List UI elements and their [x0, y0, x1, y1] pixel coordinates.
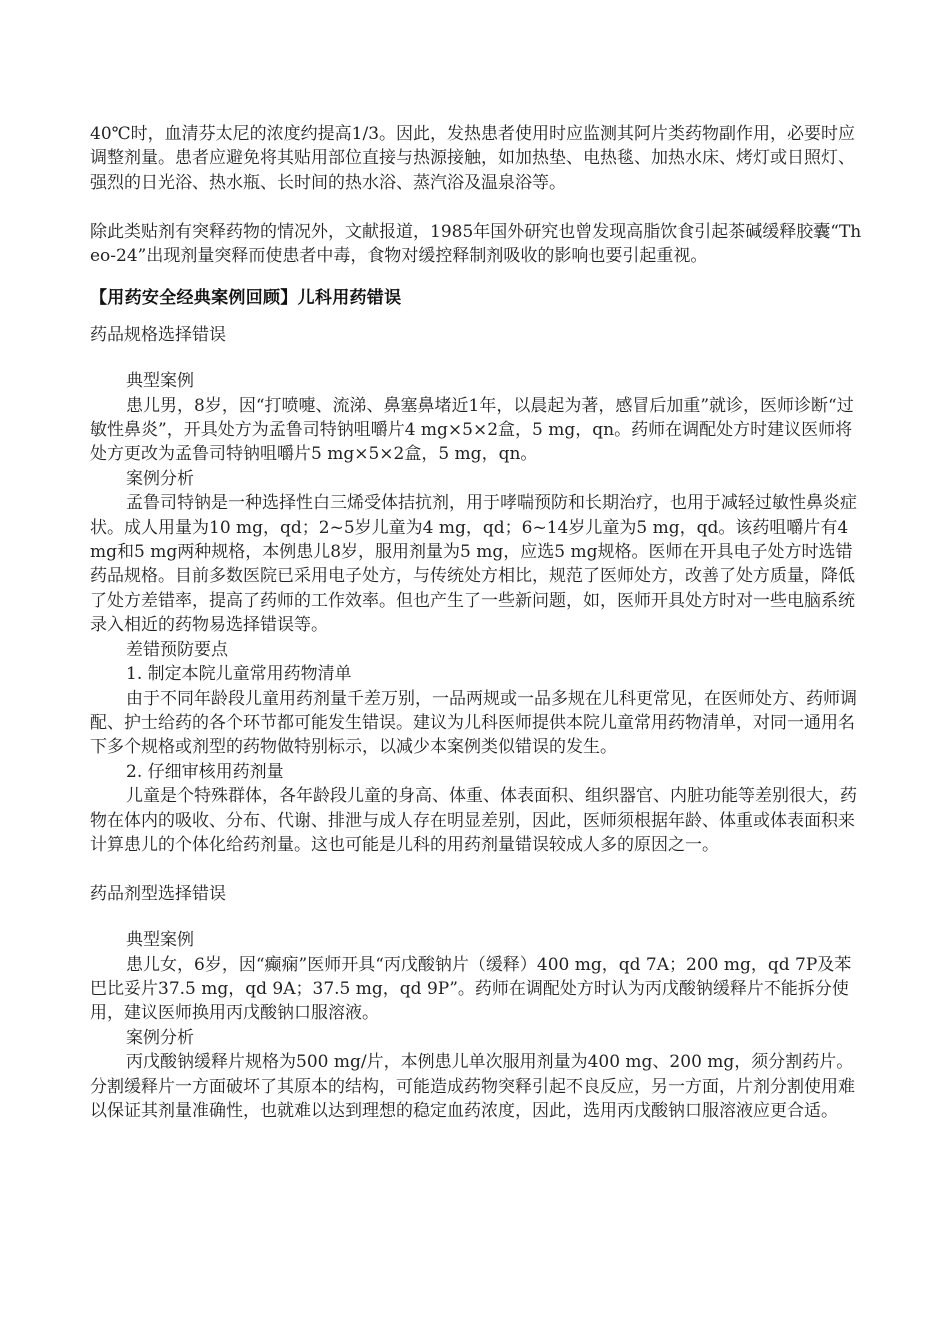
spacer: [90, 357, 862, 369]
section-1-analysis-label: 案例分析: [126, 468, 194, 489]
section-1-title: 药品规格选择错误: [90, 324, 226, 345]
section-2-analysis-text: 丙戊酸钠缓释片规格为500 mg/片，本例患儿单次服用剂量为400 mg、200 mg，须分割药片。分割缓释片一方面破坏了其原本的结构，可能造成药物突释引起不良反应，另一方面，片剂分割使用难以保证其剂量准确性，也就难以达到理想的稳定血药浓度，因此，选用丙戊酸钠口服溶液应更合适。: [90, 1052, 855, 1121]
section-1-point-2-title: 2. 仔细审核用药剂量: [126, 761, 284, 782]
section-1-analysis-text: 孟鲁司特钠是一种选择性白三烯受体拮抗剂，用于哮喘预防和长期治疗，也用于减轻过敏性鼻炎症状。成人用量为10 mg，qd；2~5岁儿童为4 mg，qd；6~14岁儿童为5 mg，qd。该药咀嚼片有4 mg和5 mg两种规格，本例患儿8岁，服用剂量为5 mg，应选5 mg规格。医师在开具电子处方时选错药品规格。目前多数医院已采用电子处方，与传统处方相比，规范了医师处方，改善了处方质量，降低了处方差错率，提高了药师的工作效率。但也产生了一些新问题，如，医师开具处方时对一些电脑系统录入相近的药物易选择错误等。: [90, 493, 857, 636]
section-2-title: 药品剂型选择错误: [90, 883, 226, 904]
section-1-point-2-text: 儿童是个特殊群体，各年龄段儿童的身高、体重、体表面积、组织器官、内脏功能等差别很大，药物在体内的吸收、分布、代谢、排泄与成人存在明显差别，因此，医师须根据年龄、体重或体表面积来计算患儿的个体化给药剂量。这也可能是儿科的用药剂量错误较成人多的原因之一。: [90, 786, 857, 855]
spacer: [90, 906, 862, 928]
section-1-point-1-title: 1. 制定本院儿童常用药物清单: [126, 664, 352, 685]
section-1-case-label: 典型案例: [126, 371, 194, 392]
section-2-case-text: 患儿女，6岁，因“癫痫”医师开具“丙戊酸钠片（缓释）400 mg，qd 7A；200 mg，qd 7P及苯巴比妥片37.5 mg，qd 9A；37.5 mg，qd 9P”。药师在调配处方时认为丙戊酸钠缓释片不能拆分使用，建议医师换用丙戊酸钠口服溶液。: [90, 954, 852, 1024]
section-2-case-label: 典型案例: [126, 930, 194, 951]
intro-paragraph-2: 除此类贴剂有突释药物的情况外，文献报道，1985年国外研究也曾发现高脂饮食引起茶碱缓释胶囊“Theo-24”出现剂量突释而使患者中毒，食物对缓控释制剂吸收的影响也要引起重视。: [90, 221, 862, 267]
document-page: [90, 122, 862, 1123]
article-heading: 【用药安全经典案例回顾】儿科用药错误: [90, 288, 402, 309]
section-2-analysis-label: 案例分析: [126, 1027, 194, 1048]
section-1-case-text: 患儿男，8岁，因“打喷嚏、流涕、鼻塞鼻堵近1年，以晨起为著，感冒后加重”就诊，医师诊断“过敏性鼻炎”，开具处方为孟鲁司特钠咀嚼片4 mg×5×2盒，5 mg，qn。药师在调配处方时建议医师将处方更改为孟鲁司特钠咀嚼片5 mg×5×2盒，5 mg，qn。: [90, 395, 854, 465]
spacer: [90, 195, 862, 219]
intro-paragraph-1: 40℃时，血清芬太尼的浓度约提高1/3。因此，发热患者使用时应监测其阿片类药物副作用，必要时应调整剂量。患者应避免将其贴用部位直接与热源接触，如加热垫、电热毯、加热水床、烤灯或日照灯、强烈的日光浴、热水瓶、长时间的热水浴、蒸汽浴及温泉浴等。: [90, 124, 856, 193]
section-1-prevention-label: 差错预防要点: [126, 639, 228, 660]
section-1-point-1-text: 由于不同年龄段儿童用药剂量千差万别，一品两规或一品多规在儿科更常见，在医师处方、药师调配、护士给药的各个环节都可能发生错误。建议为儿科医师提供本院儿童常用药物清单，对同一通用名下多个规格或剂型的药物做特别标示，以减少本案例类似错误的发生。: [90, 688, 857, 758]
spacer: [90, 857, 862, 881]
